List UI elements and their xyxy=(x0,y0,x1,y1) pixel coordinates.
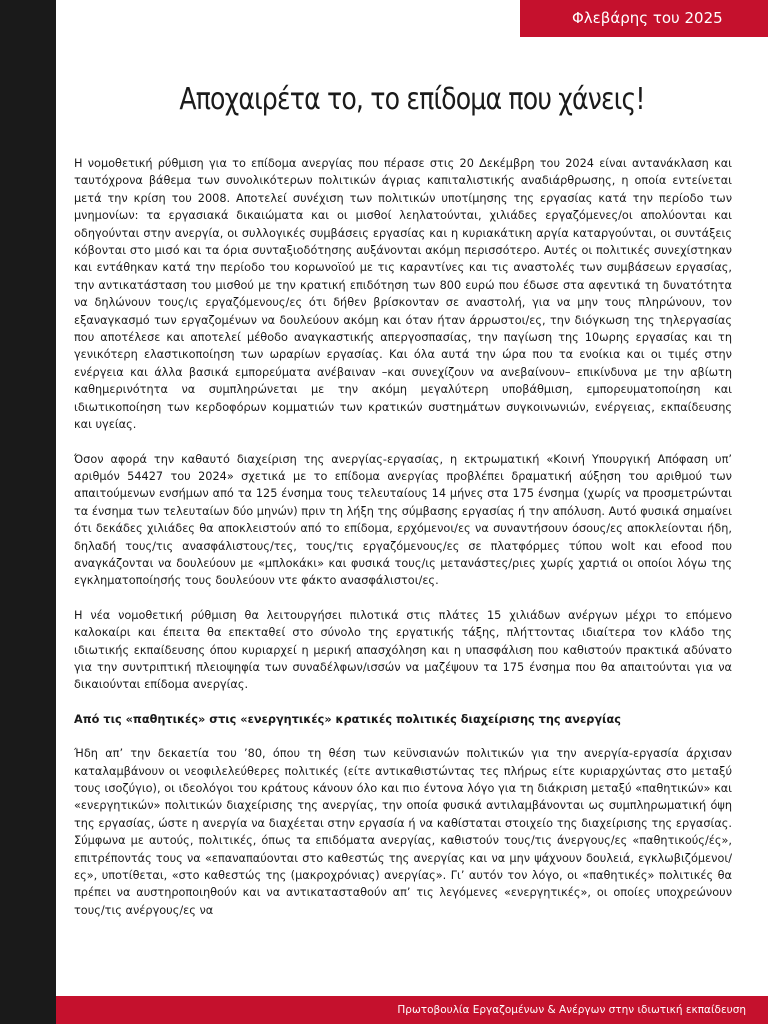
section-paragraph: Ήδη απ’ την δεκαετία του ’80, όπου τη θέση των κεϋνσιανών πολιτικών για την ανεργία-εργασία άρχισαν καταλαμβάνουν οι νεοφιλελεύθερες πολιτικές (είτε αντικαθιστώντας τες πλήρως είτε κυριαρχώντας στο μεταξύ τους ισοζύγιο), οι ιδεολόγοι του κράτους κάνουν όλο και πιο έντονα λόγο για τη διάκριση μεταξύ «παθητικών» και «ενεργητικών» πολιτικών διαχείρισης της ανεργίας, την οποία φυσικά αντιλαμβάνονται ως συμπληρωματική όψη της εργασίας, ώστε η ανεργία να διαχέεται στην εργασία ή να καθίσταται στοιχείο της διαχείρισης της εργασίας. Σύμφωνα με αυτούς, πολιτικές, όπως τα επιδόματα ανεργίας, καθιστούν τους/τις άνεργους/ες «παθητικούς/ές», επιτρέποντάς τους να «επαναπαύονται στο καθεστώς της ανεργίας και να μην ψάχνουν δουλειά, εγκλωβιζόμενοι/ες», υποτίθεται, «στο καθεστώς της (μακροχρόνιας) ανεργίας». Γι’ αυτόν τον λόγο, οι «παθητικές» πολιτικές θα πρέπει να αυστηροποιηθούν και να αντικατασταθούν απ’ τις λεγόμενες «ενεργητικές», οι οποίες υποχρεώνουν τους/τις ανέργους/ες να xyxy=(74,747,732,917)
article-paragraph-1: Η νομοθετική ρύθμιση για το επίδομα ανεργίας που πέρασε στις 20 Δεκέμβρη του 2024 είναι αντανάκλαση και ταυτόχρονα βάθεμα των συνολικότερων πολιτικών άγριας καπιταλιστικής αναδιάρθρωσης, η οποία εντείνεται μετά την κρίση του 2008. Αποτελεί συνέχιση των πολιτικών υποτίμησης της εργασίας κατά την περίοδο των μνημονίων: τα εργασιακά δικαιώματα και οι μισθοί λεηλατούνται, χιλιάδες εργαζόμενες/οι απολύονται και οδηγούνται στην ανεργία, οι συλλογικές συμβάσεις εργασίας και η κυριακάτικη αργία καταργούνται, οι συντάξεις κόβονται στο μισό και τα όρια συνταξιοδότησης αυξάνονται ακόμη περισσότερο. Αυτές οι πολιτικές συνεχίστηκαν και εντάθηκαν κατά την περίοδο του κορωνοϊού με τις καραντίνες και τις αναστολές των συμβάσεων εργασίας, την αντικατάσταση του μισθού με την κρατική επιδότηση των 800 ευρώ που έδωσε στα αφεντικά τη δυνατότητα να δηλώνουν τους/ις εργαζόμενους/ες ότι δήθεν βρίσκονταν σε αναστολή, για να μην τους πληρώνουν, τον εξαναγκασμό των εργαζομένων να δουλεύουν ακόμη και όταν ήταν άρρωστοι/ες, την διόγκωση της τηλεργασίας που αποτέλεσε και αποτελεί μέθοδο αναγκαστικής απεργοσπασίας, την παγίωση της 10ωρης εργασίας και τη γενικότερη ελαστικοποίηση των ωραρίων εργασίας. Και όλα αυτά την ώρα που τα ενοίκια και οι τιμές στην ενέργεια και άλλα βασικά εμπορεύματα ανέβαιναν –και συνεχίζουν να ανεβαίνουν– επικίνδυνα με την αβίωτη καθημερινότητα να συμπληρώνεται με την ακόμη μεγαλύτερη υποβάθμιση, εμπορευματοποίηση και ιδιωτικοποίηση των κερδοφόρων κομματιών των κρατικών συστημάτων συγκοινωνιών, ενέργειας, εκπαίδευσης και υγείας. xyxy=(74,157,732,432)
issue-date: Φλεβάρης του 2025 xyxy=(572,9,723,27)
footer-organization: Πρωτοβουλία Εργαζομένων & Ανέργων στην ιδιωτική εκπαίδευση xyxy=(397,1004,746,1016)
left-sidebar-bar xyxy=(0,0,56,1024)
date-banner xyxy=(520,0,768,37)
article-body xyxy=(74,155,732,936)
article-paragraph-3: Η νέα νομοθετική ρύθμιση θα λειτουργήσει πιλοτικά στις πλάτες 15 χιλιάδων ανέργων μέχρι το επόμενο καλοκαίρι και έπειτα θα επεκταθεί στο σύνολο της εργατικής τάξης, πλήττοντας ιδιαίτερα τον κλάδο της ιδιωτικής εκπαίδευσης όπου κυριαρχεί η μερική απασχόληση και η υπασφάλιση που καθιστούν πρακτικά αδύνατο για την συντριπτική πλειοψηφία των συναδέλφων/ισσών να μαζέψουν τα 175 ένσημα που θα απαιτούνται για να δικαιούνται επίδομα ανεργίας. xyxy=(74,608,732,692)
article-title: Αποχαιρέτα το, το επίδομα που χάνεις! xyxy=(179,82,645,117)
article-paragraph-2: Όσον αφορά την καθαυτό διαχείριση της ανεργίας-εργασίας, η εκτρωματική «Κοινή Υπουργική Απόφαση υπ’ αριθμόν 54427 του 2024» σχετικά με το επίδομα ανεργίας προβλέπει δραματική αύξηση του αριθμού των απαιτούμενων ενσήμων από τα 125 ένσημα τους τελευταίους 14 μήνες στα 175 ένσημα (χωρίς να προσμετρώνται τα ένσημα των τελευταίων δύο μηνών) πριν τη λήξη της σύμβασης εργασίας ή την απόλυση. Αυτό φυσικά σημαίνει ότι δεκάδες χιλιάδες θα αποκλειστούν από το επίδομα, ερχόμενοι/ες να συναντήσουν όσους/ες αποκλείονται ήδη, δηλαδή τους/τις ανασφάλιστους/τες, τους/τις εργαζόμενους/ες σε πλατφόρμες τύπου wolt και efood που αναγκάζονται να δουλεύουν με «μπλοκάκι» και φυσικά τους/ις μετανάστες/ριες χωρίς χαρτιά οι οποίοι λόγω της εγκληματοποίησής τους δουλεύουν ντε φάκτο ανασφάλιστοι/ες. xyxy=(74,452,732,588)
footer-bar xyxy=(56,996,768,1024)
section-heading: Από τις «παθητικές» στις «ενεργητικές» κρατικές πολιτικές διαχείρισης της ανεργίας xyxy=(74,712,621,726)
